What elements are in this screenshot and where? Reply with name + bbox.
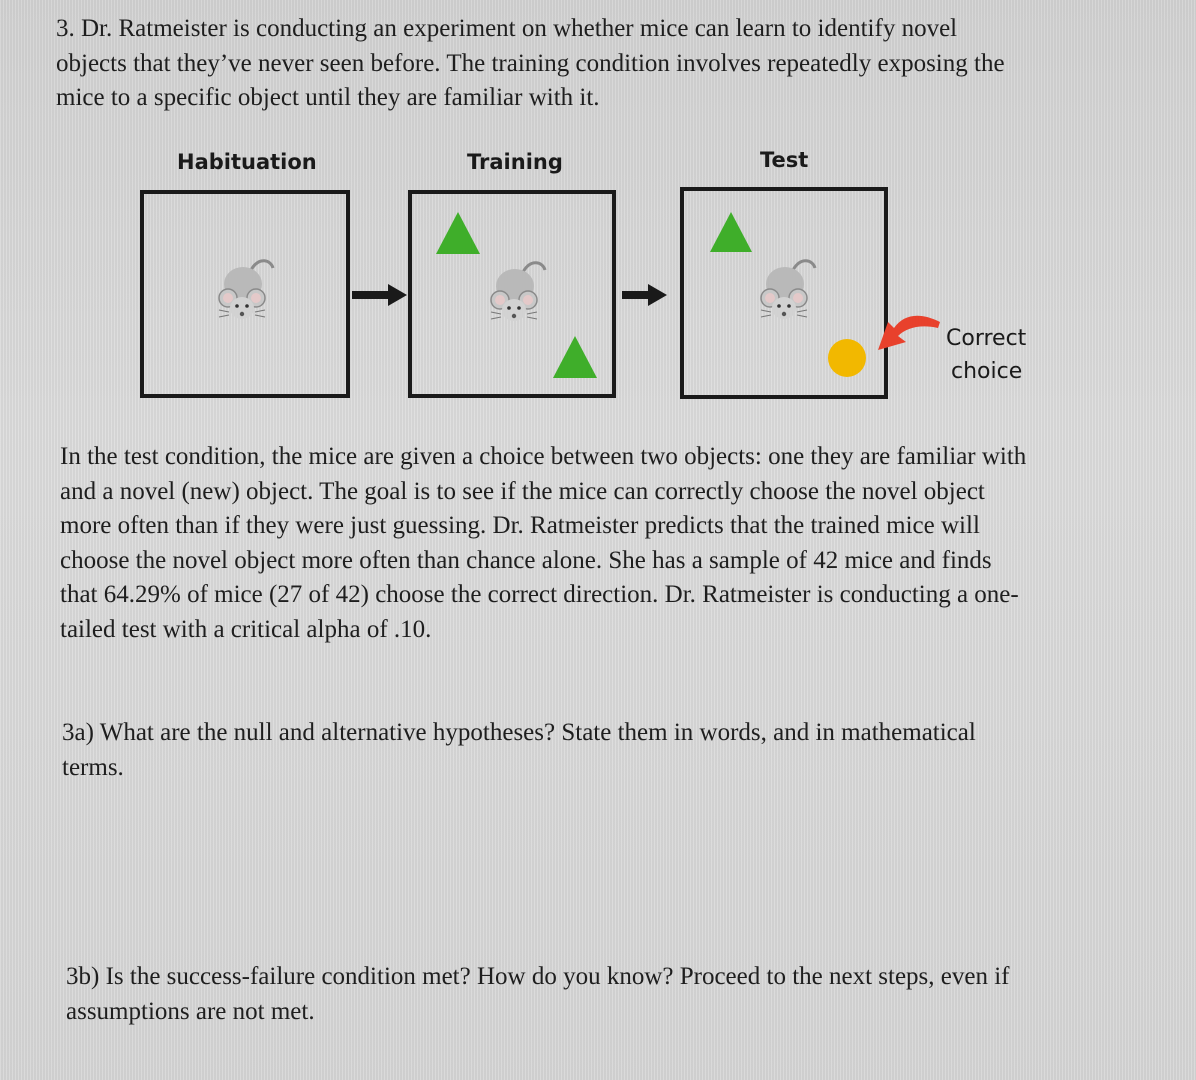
test-condition-paragraph — [60, 440, 1026, 647]
right-arrow-icon — [352, 283, 408, 307]
text-line: terms. — [62, 753, 124, 781]
experiment-diagram — [0, 0, 1196, 420]
triangle-object-icon — [551, 334, 599, 380]
circle-object-icon — [826, 337, 868, 379]
right-arrow-icon — [622, 283, 668, 307]
mouse-icon — [487, 250, 549, 330]
triangle-object-icon — [708, 210, 754, 254]
text-line: In the test condition, the mice are given a choice between two objects: one they are familiar with — [60, 443, 1027, 470]
curved-pointer-arrow-icon — [870, 306, 942, 358]
mouse-icon — [757, 248, 819, 328]
text-line: that 64.29% of mice (27 of 42) choose the correct direction. Dr. Ratmeister is conducting a one- — [60, 581, 1019, 608]
question-3a — [62, 716, 976, 785]
text-line: and a novel (new) object. The goal is to see if the mice can correctly choose the novel object — [60, 477, 985, 505]
triangle-object-icon — [434, 210, 482, 256]
stage-title-test: Test — [760, 148, 809, 172]
text-line: mice to a specific object until they are familiar with it. — [56, 84, 600, 111]
question-3b — [66, 960, 1010, 1029]
correct-choice-label: choice — [951, 359, 1023, 384]
correct-choice-label: Correct — [946, 326, 1027, 351]
text-line: 3b) Is the success-failure condition met? How do you know? Proceed to the next steps, even if — [66, 963, 1010, 990]
text-line: objects that they’ve never seen before. The training condition involves repeatedly exposing the — [56, 49, 1005, 77]
text-line: more often than if they were just guessing. Dr. Ratmeister predicts that the trained mice will — [60, 512, 980, 539]
text-line: assumptions are not met. — [66, 997, 315, 1025]
mouse-icon — [215, 248, 277, 328]
text-line: tailed test with a critical alpha of .10. — [60, 615, 432, 643]
text-line: choose the novel object more often than chance alone. She has a sample of 42 mice and finds — [60, 546, 992, 574]
text-line: 3a) What are the null and alternative hypotheses? State them in words, and in mathematical — [62, 719, 976, 746]
stage-title-training: Training — [467, 150, 563, 174]
stage-title-habituation: Habituation — [177, 150, 317, 174]
text-line: 3. Dr. Ratmeister is conducting an experiment on whether mice can learn to identify novel — [56, 15, 958, 42]
